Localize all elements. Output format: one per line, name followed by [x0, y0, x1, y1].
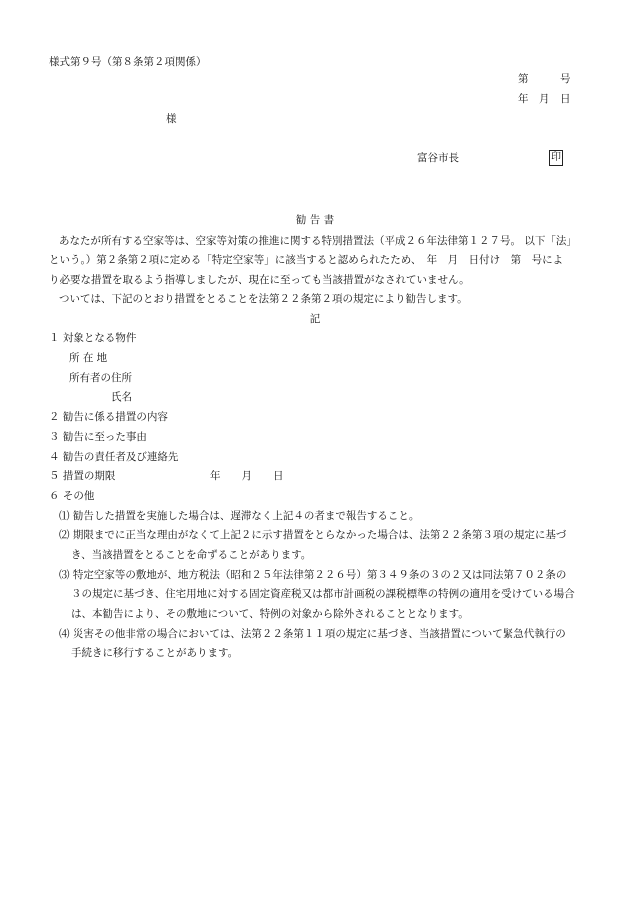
- item-4: ４ 勧告の責任者及び連絡先: [49, 451, 179, 463]
- ki-heading: 記: [309, 313, 321, 325]
- item-1-owner-address: 所有者の住所: [69, 372, 132, 384]
- item-1-location: 所 在 地: [69, 352, 108, 364]
- addressee-suffix: 様: [166, 113, 177, 125]
- body-para2: ついては、下記のとおり措置をとることを法第２２条第２項の規定により勧告します。: [59, 293, 468, 305]
- item-5: ５ 措置の期限: [49, 470, 116, 482]
- document-date: 年 月 日: [518, 93, 571, 105]
- note-4-line1: ⑷ 災害その他非常の場合においては、法第２２条第１１項の規定に基づき、当該措置について緊急代執行の: [59, 628, 566, 640]
- note-2-line2: き、当該措置をとることを命ずることがあります。: [71, 549, 312, 561]
- body-para1-line2: という。）第２条第２項に定める「特定空家等」に該当すると認められたため、 年 月 日付け 第 号によ: [49, 254, 564, 266]
- note-3-line3: は、本勧告により、その敷地について、特例の対象から除外されることとなります。: [71, 608, 469, 620]
- item-1: １ 対象となる物件: [49, 332, 137, 344]
- note-3-line2: ３の規定に基づき、住宅用地に対する固定資産税又は都市計画税の課税標準の特例の適用を受けている場合: [71, 588, 575, 600]
- issuer-name: 富谷市長: [417, 152, 459, 164]
- form-label: 様式第９号（第８条第２項関係）: [49, 56, 207, 68]
- item-1-owner-name: 氏名: [111, 391, 132, 403]
- seal-mark: 印: [549, 150, 563, 166]
- item-3: ３ 勧告に至った事由: [49, 431, 147, 443]
- note-3-line1: ⑶ 特定空家等の敷地が、地方税法（昭和２５年法律第２２６号）第３４９条の３の２又は同法第７０２条の: [59, 569, 567, 581]
- item-2: ２ 勧告に係る措置の内容: [49, 411, 168, 423]
- note-4-line2: 手続きに移行することがあります。: [71, 647, 239, 659]
- body-para1-line1: あなたが所有する空家等は、空家等対策の推進に関する特別措置法（平成２６年法律第１２７号。 以下「法」: [59, 235, 577, 247]
- body-para1-line3: り必要な措置を取るよう指導しましたが、現在に至っても当該措置がなされていません。: [49, 274, 470, 286]
- item-6: ６ その他: [49, 490, 95, 502]
- note-1: ⑴ 勧告した措置を実施した場合は、遅滞なく上記４の者まで報告すること。: [59, 510, 420, 522]
- document-number: 第 号: [518, 73, 571, 85]
- note-2-line1: ⑵ 期限までに正当な理由がなくて上記２に示す措置をとらなかった場合は、法第２２条第３項の規定に基づ: [59, 529, 567, 541]
- document-title: 勧 告 書: [295, 214, 335, 226]
- item-5-date: 年 月 日: [210, 470, 284, 482]
